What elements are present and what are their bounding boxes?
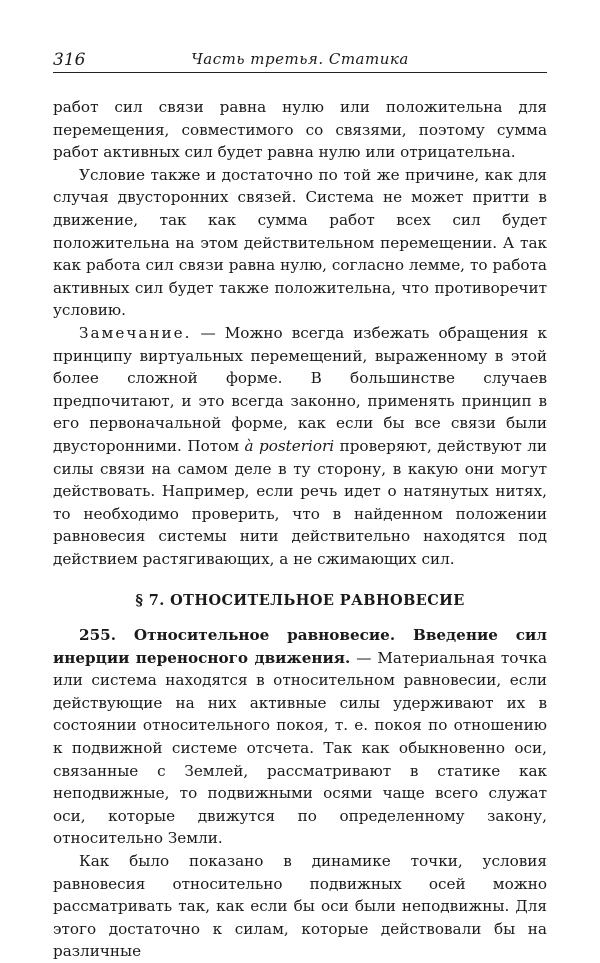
article-text: — Материальная точка или система находятся в относительном равновесии, если действующие на них активные силы удерживают их в состоянии относительного покоя, т. е. покоя по отношению к подвижной системе отсчета. Так как обыкновенно оси, связанные с Землей, рассматривают в статике как неподвижные, то подвижными осями чаще всего служат оси, которые движутся по определенному закону, относительно Земли. xyxy=(53,648,547,848)
paragraph-5: Как было показано в динамике точки, условия равновесия относительно подвижных осей можно рассматривать так, как если бы оси были неподвижны. Для этого достаточно к силам, которые действовали бы на различные xyxy=(53,852,547,961)
paragraph-2: Условие также и достаточно по той же причине, как для случая двусторонних связей. Система не может притти в движение, так как сумма работ всех сил будет положительна на этом действительном перемещении. А так как работа сил связи равна нулю, согласно лемме, то работа активных сил будет также положительна, что противоречит условию. xyxy=(53,165,547,320)
section-heading: § 7. ОТНОСИТЕЛЬНОЕ РАВНОВЕСИЕ xyxy=(135,592,465,610)
a-posteriori-term: à posteriori xyxy=(244,436,335,455)
remark-text-b: проверяют, действуют ли силы связи на самом деле в ту сторону, в какую они могут действовать. Например, если речь идет о натянутых нитях, то необходимо проверить, что в найденном положении равновесия системы нити действительно находятся под действием растягивающих, а не сжимающих сил. xyxy=(53,436,547,568)
remark-text-a: — Можно всегда избежать обращения к принципу виртуальных перемещений, выраженному в этой более сложной форме. В большинстве случаев предпочитают, и это всегда законно, применять принцип в его первоначальной форме, как если бы все связи были двусторонними. Потом xyxy=(53,323,547,455)
running-head: Часть третья. Статика xyxy=(191,50,409,68)
paragraph-4 xyxy=(53,624,547,850)
paragraph-1: работ сил связи равна нулю или положительна для перемещения, совместимого со связями, поэтому сумма работ активных сил будет равна нулю или отрицательна. xyxy=(53,98,547,162)
body-text xyxy=(53,96,547,963)
header-rule xyxy=(53,72,547,73)
page-number: 316 xyxy=(53,50,86,70)
article-heading: 255. Относительное равновесие. Введение сил инерции переносного движения. xyxy=(53,626,547,667)
page-header xyxy=(53,44,547,74)
remark-label: Замечание. xyxy=(79,323,192,342)
paragraph-3 xyxy=(53,322,547,571)
